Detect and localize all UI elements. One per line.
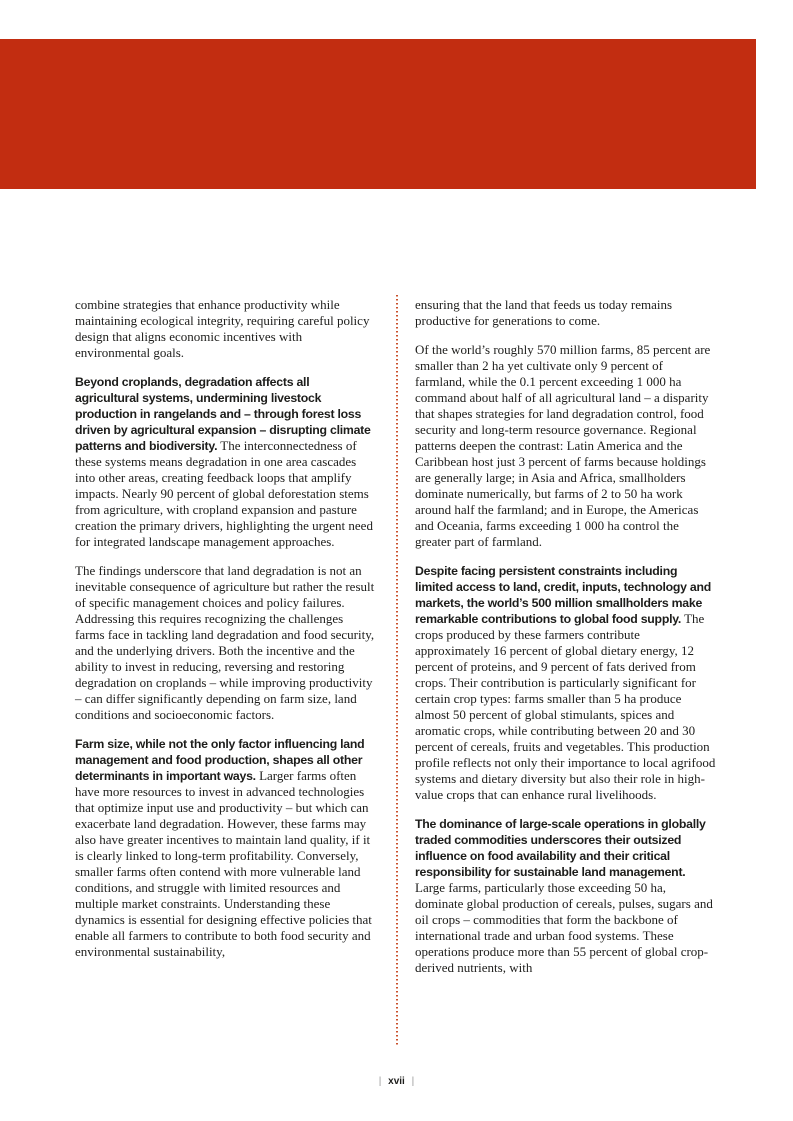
paragraph: Beyond croplands, degradation affects all agricultural systems, undermining livestock production in rangelands and – through forest loss driven by agricultural expansion – disrupting climate patterns and biodiversity. The interconnectedness of these systems means degradation in one area cascades into other areas, creating feedback loops that amplify impacts. Nearly 90 percent of global deforestation stems from agriculture, with cropland expansion and pasture creation the primary drivers, highlighting the urgent need for integrated landscape management approaches. <box>75 375 373 549</box>
header-color-band <box>0 39 756 189</box>
paragraph-bold-lead: The dominance of large-scale operations in globally traded commodities underscores their outsized influence on food availability and their critical responsibility for sustainable land management. <box>415 817 706 879</box>
paragraph: Of the world’s roughly 570 million farms, 85 percent are smaller than 2 ha yet cultivate only 9 percent of farmland, while the 0.1 percent exceeding 1 000 ha command about half of all agricultural land – a disparity that shapes strategies for land degradation control, food security and long-term resource governance. Regional patterns deepen the contrast: Latin America and the Caribbean host just 3 percent of farms because holdings are generally large; in Asia and Africa, smallholders dominate numerically, but farms of 2 to 50 ha work around half the farmland; and in Europe, the Americas and Oceania, farms exceeding 1 000 ha control the greater part of farmland. <box>415 342 711 549</box>
paragraph: ensuring that the land that feeds us today remains productive for generations to come. <box>415 297 673 328</box>
paragraph: Farm size, while not the only factor influencing land management and food production, shapes all other determinants in important ways. Larger farms often have more resources to invest in advanced technologies that optimize input use and productivity – but which can exacerbate land degradation. However, these farms may also have greater incentives to maintain land quality, if it is clearly linked to long-term profitability. Conversely, smaller farms often contend with more vulnerable land conditions, and struggle with limited resources and multiple market constraints. Understanding these dynamics is essential for designing effective policies that enable all farmers to contribute to both food security and environmental sustainability, <box>75 737 372 959</box>
paragraph: Despite facing persistent constraints including limited access to land, credit, inputs, technology and markets, the world’s 500 million smallholders make remarkable contributions to global food supply. The crops produced by these farmers contribute approximately 16 percent of global dietary energy, 12 percent of proteins, and 9 percent of fats derived from crops. Their contribution is particularly significant for certain crop types: farms smaller than 5 ha produce almost 50 percent of global stimulants, spices and aromatic crops, while contributing between 20 and 30 percent of cereals, fruits and vegetables. This production profile reflects not only their importance to local agrifood systems and dietary diversity but also their role in high-value crops that can enhance rural livelihoods. <box>415 564 716 802</box>
left-column <box>75 297 376 960</box>
page-footer <box>0 1076 793 1088</box>
footer-separator-right: | <box>411 1075 415 1087</box>
paragraph: combine strategies that enhance productivity while maintaining ecological integrity, requiring careful policy design that aligns economic incentives with environmental goals. <box>75 297 370 360</box>
right-column <box>415 297 716 976</box>
paragraph-bold-lead: Despite facing persistent constraints including limited access to land, credit, inputs, technology and markets, the world’s 500 million smallholders make remarkable contributions to global food supply. <box>415 564 712 626</box>
paragraph: The dominance of large-scale operations in globally traded commodities underscores their outsized influence on food availability and their critical responsibility for sustainable land management. Large farms, particularly those exceeding 50 ha, dominate global production of cereals, pulses, sugars and oil crops – commodities that form the backbone of international trade and urban food systems. These operations produce more than 55 percent of global crop-derived nutrients, with <box>415 817 713 975</box>
paragraph-bold-lead: Beyond croplands, degradation affects all agricultural systems, undermining livestock production in rangelands and – through forest loss driven by agricultural expansion – disrupting climate patterns and biodiversity. <box>75 375 371 453</box>
footer-separator-left: | <box>378 1075 382 1087</box>
column-divider-dotted-line <box>396 295 398 1047</box>
paragraph: The findings underscore that land degradation is not an inevitable consequence of agriculture but rather the result of specific management choices and policy failures. Addressing this requires recognizing the challenges farms face in tackling land degradation and food security, and the underlying drivers. Both the incentive and the ability to invest in reducing, reversing and restoring degradation on croplands – while improving productivity – can differ significantly depending on farm size, land conditions and socioeconomic factors. <box>75 563 375 722</box>
page-number: xvii <box>388 1076 405 1087</box>
paragraph-bold-lead: Farm size, while not the only factor influencing land management and food production, shapes all other determinants in important ways. <box>75 737 365 783</box>
